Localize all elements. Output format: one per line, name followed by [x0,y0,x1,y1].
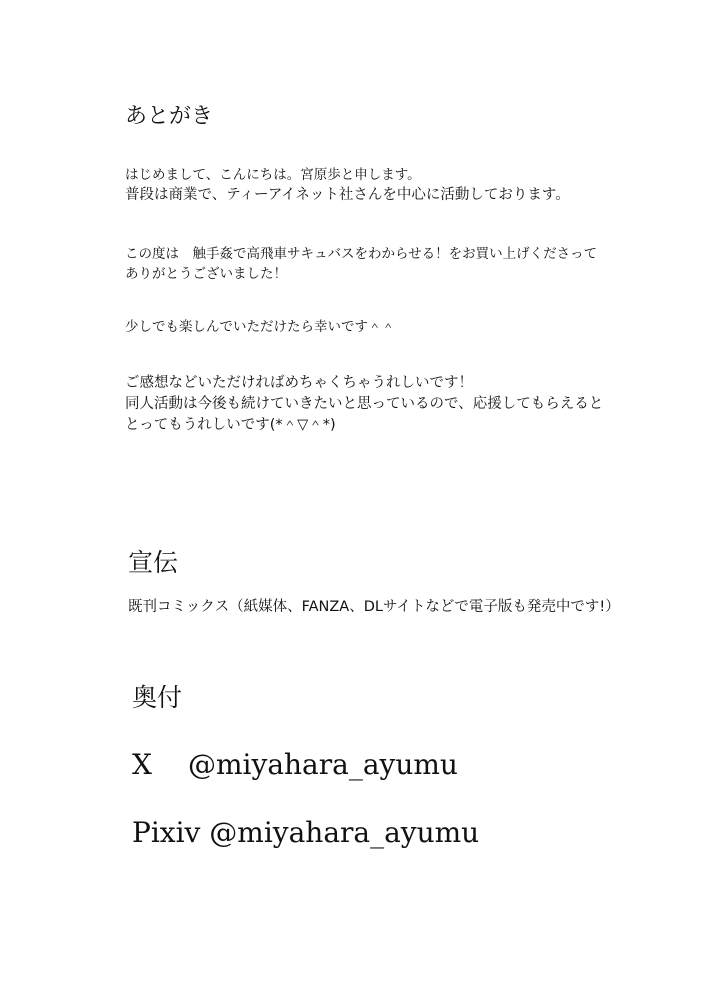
x-handle: @miyahara_ayumu [188,748,458,781]
x-label: X [132,748,152,781]
text-line: はじめまして、こんにちは。宮原歩と申します。 [125,167,421,183]
colophon-heading: 奥付 [132,683,183,712]
text-line: 少しでも楽しんでいただけたら幸いです＾＾ [125,319,395,335]
promo-heading: 宣伝 [128,548,179,577]
text-line: ご感想などいただければめちゃくちゃうれしいです！ [125,375,473,391]
pixiv-account [132,816,479,850]
promo-text: 既刊コミックス（紙媒体、FANZA、DLサイトなどで電子版も発売中です!） [128,599,620,615]
afterword-paragraph-3 [125,317,395,337]
text-line: この度は 触手姦で高飛車サキュバスをわからせる！をお買い上げくださって [125,246,598,262]
afterword-paragraph-4 [125,373,603,436]
text-line: 普段は商業で、ティーアイネット社さんを中心に活動しております。 [125,187,570,203]
afterword-paragraph-2 [125,244,597,284]
text-line: ありがとうございました！ [125,266,287,282]
afterword-heading: あとがき [125,104,214,129]
text-line: とってもうれしいです(*＾▽＾*) [125,417,336,433]
text-line: 同人活動は今後も続けていきたいと思っているので、応援してもらえると [125,396,604,412]
pixiv-label: Pixiv [132,816,201,849]
pixiv-handle: @miyahara_ayumu [209,816,480,849]
afterword-paragraph-1 [125,165,570,206]
x-account [132,748,458,782]
